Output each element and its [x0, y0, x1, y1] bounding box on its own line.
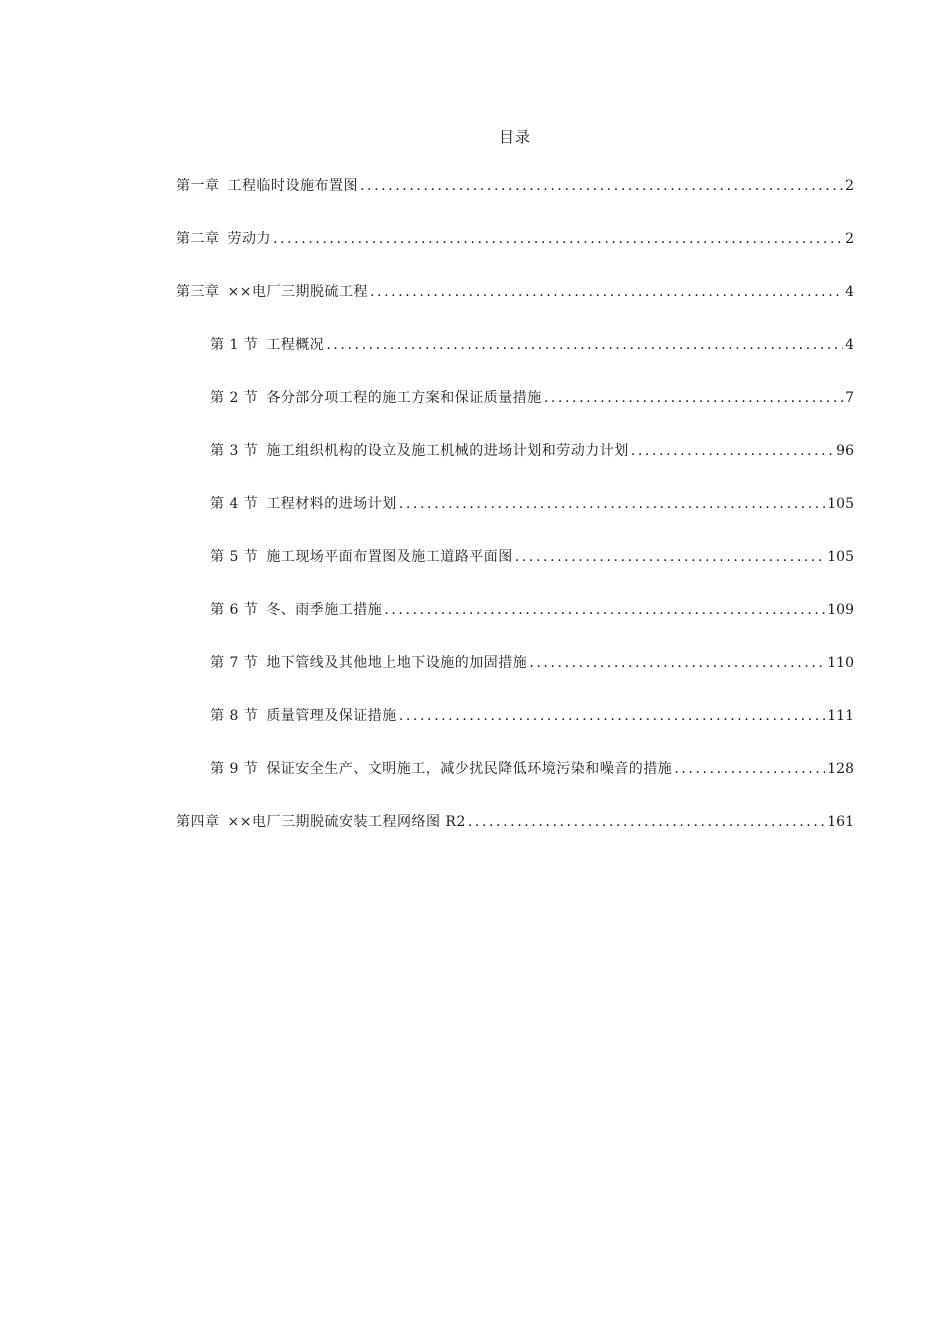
toc-entry-number: 第三章: [176, 284, 220, 300]
toc-entry-text: 工程材料的进场计划: [266, 496, 397, 512]
toc-entry[interactable]: [176, 388, 854, 441]
toc-entry-number: 第二章: [176, 231, 220, 247]
toc-leader-dots: [674, 759, 825, 779]
toc-entry-label: [210, 494, 397, 514]
toc-entry-label: [176, 176, 358, 196]
table-of-contents: [176, 176, 854, 865]
toc-entry[interactable]: [176, 335, 854, 388]
toc-entry-label: [210, 706, 397, 726]
toc-entry-label: [210, 759, 672, 779]
toc-entry-number: 第 6 节: [210, 602, 259, 618]
toc-entry-page: 110: [827, 655, 854, 671]
toc-entry-text: 各分部分项工程的施工方案和保证质量措施: [266, 390, 542, 406]
toc-entry-number: 第 9 节: [210, 761, 259, 777]
toc-entry[interactable]: [176, 282, 854, 335]
toc-leader-dots: [360, 176, 843, 196]
toc-entry-page: 105: [827, 496, 854, 512]
toc-entry-number: 第 5 节: [210, 549, 259, 565]
toc-entry[interactable]: [176, 812, 854, 865]
toc-entry[interactable]: [176, 176, 854, 229]
toc-entry-page: 2: [845, 178, 854, 194]
toc-entry[interactable]: [176, 494, 854, 547]
toc-entry-label: [210, 547, 513, 567]
toc-entry-text: 保证安全生产、文明施工，减少扰民降低环境污染和噪音的措施: [266, 761, 673, 777]
toc-entry-page: 128: [827, 761, 854, 777]
toc-entry-label: [176, 812, 466, 832]
toc-entry-page: 96: [836, 443, 854, 459]
toc-entry-label: [210, 653, 527, 673]
toc-entry[interactable]: [176, 441, 854, 494]
toc-entry-text: 冬、雨季施工措施: [266, 602, 383, 618]
toc-entry[interactable]: [176, 600, 854, 653]
toc-entry-label: [210, 600, 382, 620]
toc-entry-text: 施工现场平面布置图及施工道路平面图: [266, 549, 513, 565]
toc-entry-number: 第 4 节: [210, 496, 259, 512]
toc-entry-page: 2: [845, 231, 854, 247]
toc-entry-number: 第 3 节: [210, 443, 259, 459]
toc-leader-dots: [515, 547, 825, 567]
toc-leader-dots: [326, 335, 843, 355]
toc-entry-label: [210, 388, 542, 408]
toc-entry-page: 7: [845, 390, 854, 406]
toc-entry-text: 劳动力: [227, 231, 271, 247]
toc-entry-text: 地下管线及其他地上地下设施的加固措施: [266, 655, 528, 671]
toc-entry-text: 工程概况: [266, 337, 325, 353]
toc-entry-number: 第一章: [176, 178, 220, 194]
toc-entry-number: 第 7 节: [210, 655, 259, 671]
toc-leader-dots: [399, 706, 825, 726]
toc-entry-number: 第 1 节: [210, 337, 259, 353]
toc-entry-text: 施工组织机构的设立及施工机械的进场计划和劳动力计划: [266, 443, 629, 459]
toc-entry[interactable]: [176, 229, 854, 282]
toc-entry[interactable]: [176, 759, 854, 812]
toc-entry-label: [176, 282, 368, 302]
toc-entry-text: ××电厂三期脱硫安装工程网络图 R2: [227, 814, 466, 830]
toc-leader-dots: [399, 494, 825, 514]
toc-entry[interactable]: [176, 547, 854, 600]
toc-entry-number: 第四章: [176, 814, 220, 830]
toc-leader-dots: [529, 653, 825, 673]
toc-entry-page: 109: [827, 602, 854, 618]
toc-entry-page: 161: [827, 814, 854, 830]
toc-entry[interactable]: [176, 706, 854, 759]
toc-leader-dots: [544, 388, 843, 408]
toc-leader-dots: [273, 229, 843, 249]
toc-entry-number: 第 2 节: [210, 390, 259, 406]
toc-entry-page: 4: [845, 337, 854, 353]
toc-entry-page: 111: [827, 708, 854, 724]
toc-entry-label: [210, 441, 629, 461]
toc-leader-dots: [370, 282, 843, 302]
toc-entry-label: [176, 229, 271, 249]
toc-entry-page: 105: [827, 549, 854, 565]
toc-entry-page: 4: [845, 284, 854, 300]
toc-entry[interactable]: [176, 653, 854, 706]
toc-entry-text: 工程临时设施布置图: [227, 178, 358, 194]
toc-leader-dots: [384, 600, 825, 620]
toc-entry-text: 质量管理及保证措施: [266, 708, 397, 724]
toc-leader-dots: [468, 812, 825, 832]
toc-entry-label: [210, 335, 324, 355]
toc-entry-text: ××电厂三期脱硫工程: [227, 284, 368, 300]
toc-entry-number: 第 8 节: [210, 708, 259, 724]
toc-title: 目录: [498, 128, 531, 146]
toc-leader-dots: [631, 441, 834, 461]
